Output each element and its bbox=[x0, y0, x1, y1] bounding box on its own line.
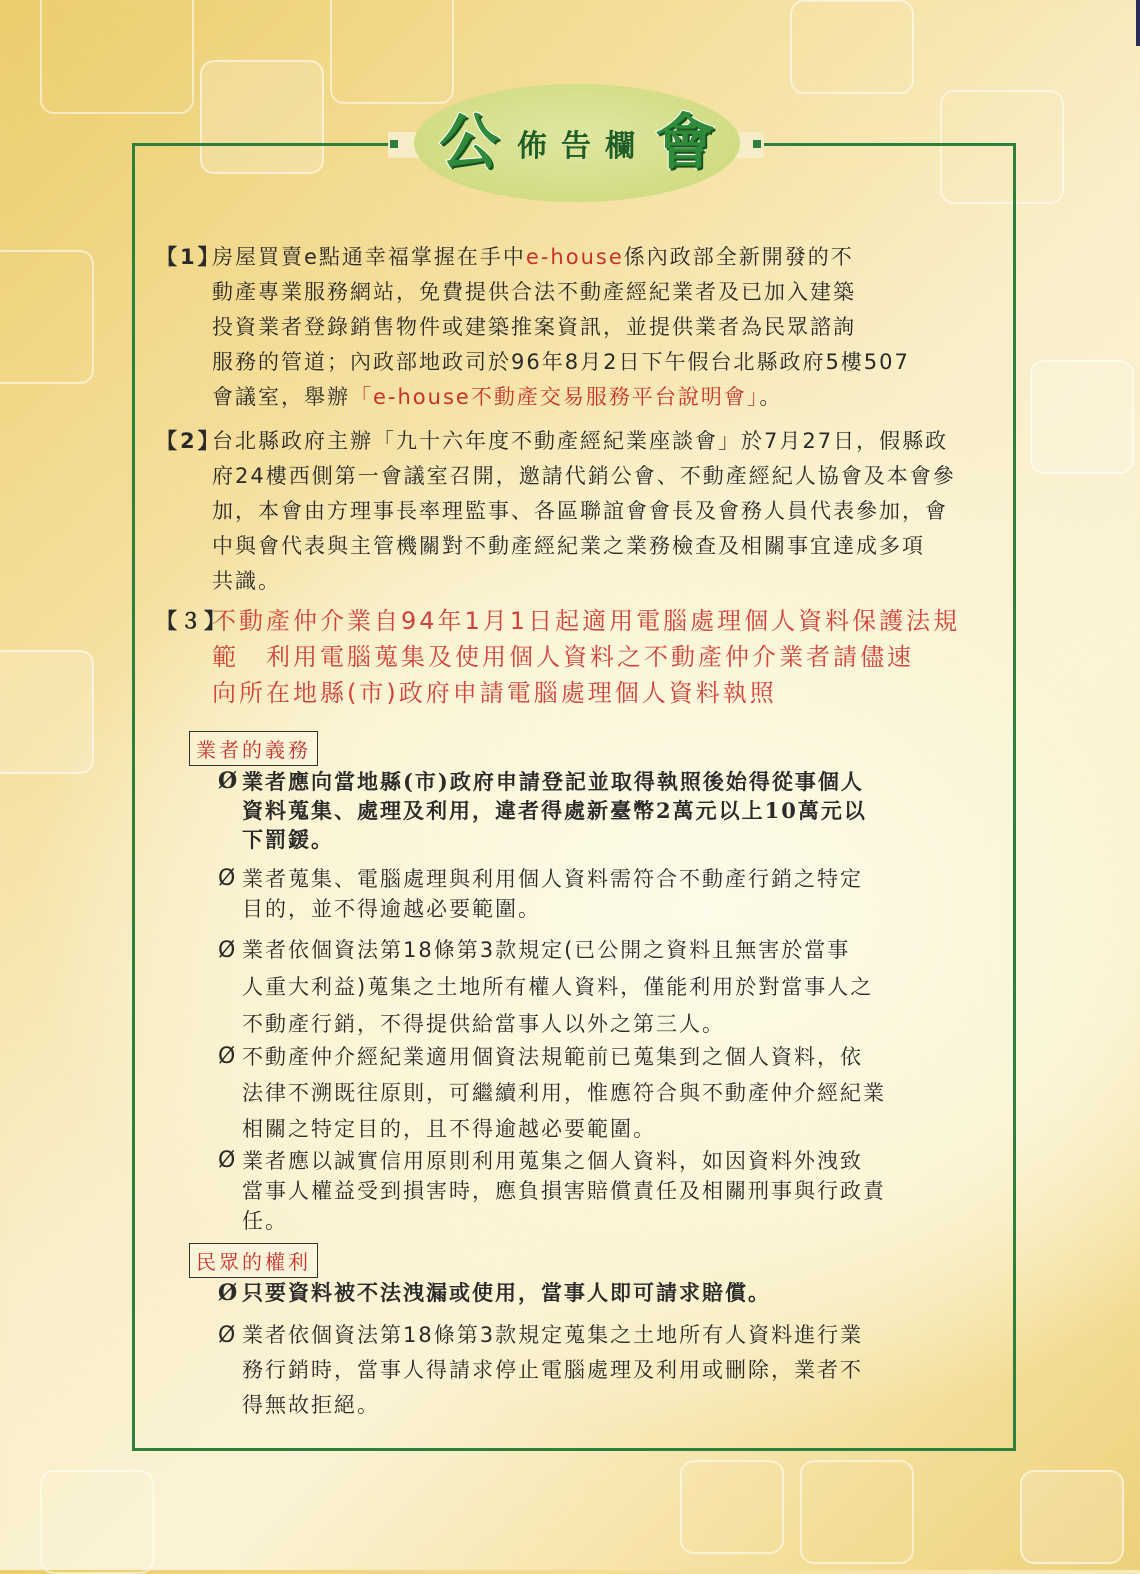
text-segment: 向所在地縣(市)政府申請電腦處理個人資料執照 bbox=[212, 679, 777, 707]
text-line: 業者依個資法第18條第3款規定(已公開之資料且無害於當事 bbox=[242, 938, 851, 962]
text-line bbox=[212, 310, 1006, 345]
background-square bbox=[40, 0, 194, 114]
text-line bbox=[212, 494, 1006, 529]
corner-mark bbox=[1136, 0, 1140, 46]
text-segment: 加，本會由方理事長率理監事、各區聯誼會會長及會務人員代表參加，會 bbox=[212, 499, 948, 523]
bullet-mark: Ø bbox=[218, 1148, 238, 1173]
text-segment: 台北縣政府主辦「九十六年度不動產經紀業座談會」於7月27日，假縣政 bbox=[212, 429, 949, 453]
bullet-mark: Ø bbox=[218, 866, 238, 891]
text-line bbox=[212, 275, 1006, 310]
text-segment: 服務的管道；內政部地政司於96年8月2日下午假台北縣政府5樓507 bbox=[212, 350, 910, 374]
text-line bbox=[212, 424, 1006, 459]
background-square bbox=[1030, 360, 1134, 474]
item-number: 【３】 bbox=[156, 609, 228, 633]
text-line: 人重大利益)蒐集之土地所有權人資料，僅能利用於對當事人之 bbox=[242, 975, 874, 999]
bullet-mark: Ø bbox=[218, 1323, 238, 1348]
text-line: 目的，並不得逾越必要範圍。 bbox=[242, 897, 541, 921]
item-number: 【1】 bbox=[156, 245, 222, 269]
background-square bbox=[800, 1460, 914, 1564]
text-segment: 係內政部全新開發的不 bbox=[623, 245, 854, 269]
text-line: 相關之特定目的，且不得逾越必要範圍。 bbox=[242, 1117, 656, 1141]
page-title bbox=[414, 84, 740, 202]
obligation-bullet bbox=[218, 767, 1018, 854]
background-square bbox=[0, 250, 94, 384]
text-line bbox=[212, 639, 1006, 675]
bullet-body bbox=[242, 1318, 1018, 1423]
bullet-body bbox=[242, 767, 1018, 854]
bullet-mark: Ø bbox=[218, 938, 238, 963]
text-segment: 共識。 bbox=[212, 569, 281, 593]
title-right-dot bbox=[753, 140, 761, 148]
text-line: 務行銷時，當事人得請求停止電腦處理及利用或刪除，業者不 bbox=[242, 1358, 863, 1382]
announcement-item-2 bbox=[156, 424, 1006, 599]
text-line: 下罰鍰。 bbox=[242, 827, 334, 852]
background-square bbox=[40, 1470, 154, 1574]
bullet-body bbox=[242, 932, 1018, 1043]
background-square bbox=[0, 650, 94, 774]
text-segment: 中與會代表與主管機關對不動產經紀業之業務檢查及相關事宜達成多項 bbox=[212, 534, 925, 558]
text-line: 只要資料被不法洩漏或使用，當事人即可請求賠償。 bbox=[242, 1280, 771, 1305]
obligation-bullet bbox=[218, 864, 1018, 924]
text-line bbox=[212, 380, 1006, 415]
obligation-bullet bbox=[218, 1146, 1018, 1236]
text-line: 法律不溯既往原則，可繼續利用，惟應符合與不動產仲介經紀業 bbox=[242, 1081, 886, 1105]
bullet-body bbox=[242, 1278, 1018, 1308]
background-square bbox=[1020, 1470, 1124, 1564]
text-segment: 動產專業服務網站，免費提供合法不動產經紀業者及已加入建築 bbox=[212, 280, 856, 304]
text-line: 業者依個資法第18條第3款規定蒐集之土地所有人資料進行業 bbox=[242, 1323, 864, 1347]
text-line: 不動產行銷，不得提供給當事人以外之第三人。 bbox=[242, 1012, 725, 1036]
text-segment: 府24樓西側第一會議室召開，邀請代銷公會、不動產經紀人協會及本會參 bbox=[212, 464, 956, 488]
bullet-mark: Ø bbox=[218, 768, 240, 794]
text-segment: 。 bbox=[759, 385, 783, 409]
text-line: 不動產仲介經紀業適用個資法規範前已蒐集到之個人資料，依 bbox=[242, 1045, 863, 1069]
announcement-item-3 bbox=[156, 603, 1006, 711]
text-line bbox=[212, 564, 1006, 599]
bullet-body bbox=[242, 1039, 1018, 1147]
background-square bbox=[680, 1460, 784, 1554]
announcement-item-1 bbox=[156, 240, 1006, 415]
text-line bbox=[212, 603, 1006, 639]
obligation-bullet bbox=[218, 1039, 1018, 1147]
section-label-rights: 民眾的權利 bbox=[189, 1243, 318, 1278]
section-label-obligations: 業者的義務 bbox=[189, 731, 318, 766]
bullet-mark: Ø bbox=[218, 1044, 238, 1069]
bullet-body bbox=[242, 864, 1018, 924]
highlight-text: 「e-house不動產交易服務平台說明會」 bbox=[350, 385, 760, 409]
text-line bbox=[212, 345, 1006, 380]
title-left-dot bbox=[390, 140, 398, 148]
highlight-text: e-house bbox=[525, 245, 624, 269]
title-last-char: 會 bbox=[655, 108, 715, 178]
text-line: 當事人權益受到損害時，應負損害賠償責任及相關刑事與行政責 bbox=[242, 1179, 886, 1203]
item-body bbox=[212, 424, 1006, 599]
text-line bbox=[212, 529, 1006, 564]
text-line: 業者蒐集、電腦處理與利用個人資料需符合不動產行銷之特定 bbox=[242, 867, 863, 891]
text-segment: 不動產仲介業自94年1月1日起適用電腦處理個人資料保護法規 bbox=[212, 607, 961, 635]
title-first-char: 公 bbox=[439, 108, 499, 178]
obligation-bullet bbox=[218, 932, 1018, 1043]
text-line: 得無故拒絕。 bbox=[242, 1393, 380, 1417]
text-segment: 房屋買賣e點通幸福掌握在手中 bbox=[212, 245, 526, 269]
text-line: 業者應以誠實信用原則利用蒐集之個人資料，如因資料外洩致 bbox=[242, 1149, 863, 1173]
title-middle: 佈告欄 bbox=[517, 129, 649, 164]
item-number: 【2】 bbox=[156, 429, 222, 453]
text-line bbox=[212, 240, 1006, 275]
rights-bullet bbox=[218, 1278, 1018, 1308]
text-line: 業者應向當地縣(市)政府申請登記並取得執照後始得從事個人 bbox=[242, 769, 864, 794]
bullet-body bbox=[242, 1146, 1018, 1236]
item-body bbox=[212, 240, 1006, 415]
text-line bbox=[212, 459, 1006, 494]
text-segment: 會議室，舉辦 bbox=[212, 385, 350, 409]
background-square bbox=[330, 0, 454, 104]
text-line: 資料蒐集、處理及利用，違者得處新臺幣2萬元以上10萬元以 bbox=[242, 798, 867, 823]
text-line bbox=[212, 675, 1006, 711]
text-segment: 範 利用電腦蒐集及使用個人資料之不動產仲介業者請儘速 bbox=[212, 643, 914, 671]
text-segment: 投資業者登錄銷售物件或建築推案資訊，並提供業者為民眾諮詢 bbox=[212, 315, 856, 339]
text-line: 任。 bbox=[242, 1209, 288, 1233]
bullet-mark: Ø bbox=[218, 1280, 240, 1306]
background-square bbox=[790, 0, 914, 94]
item-body bbox=[212, 603, 1006, 711]
rights-bullet bbox=[218, 1318, 1018, 1423]
